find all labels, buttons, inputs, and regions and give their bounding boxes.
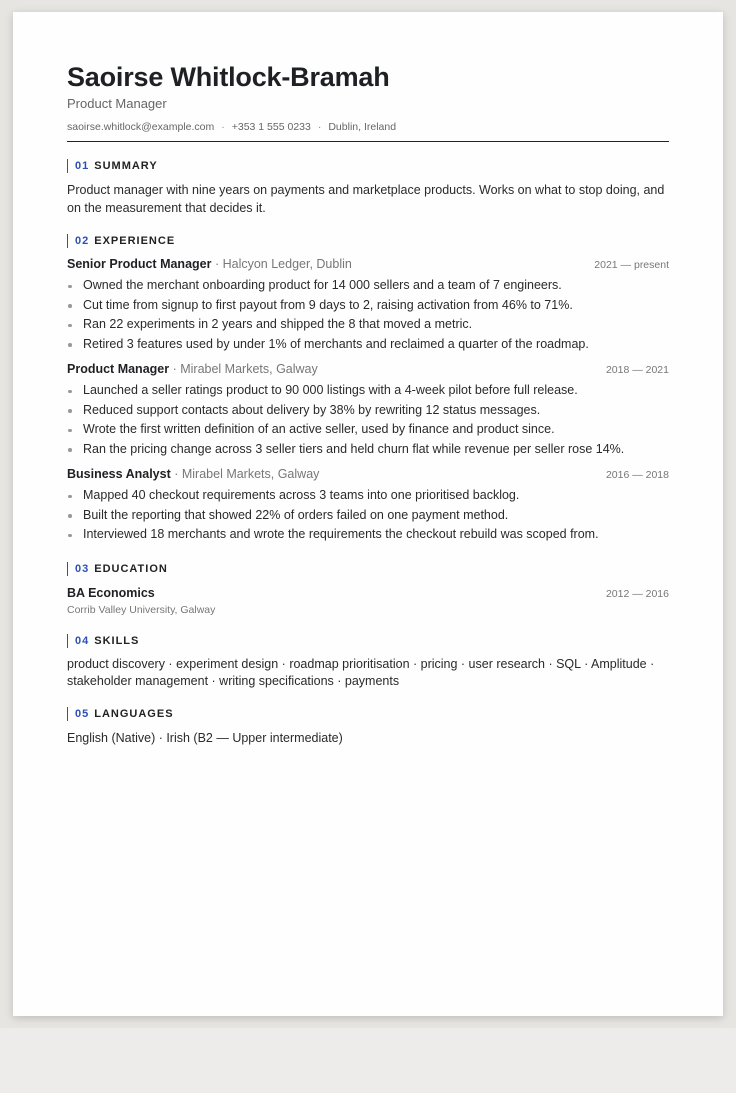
- section-heading: [67, 562, 669, 576]
- section-number: 05: [75, 707, 90, 720]
- job-organisation: · Mirabel Markets, Galway: [170, 467, 320, 481]
- list-item: Launched a seller ratings product to 90 000 listings with a 4-week pilot before full release.: [67, 381, 669, 401]
- list-item: Ran the pricing change across 3 seller tiers and held churn flat while revenue per seller rose 14%.: [67, 440, 669, 460]
- contact-line: [67, 120, 669, 142]
- job-organisation: · Mirabel Markets, Galway: [169, 362, 318, 376]
- education-dates: 2012 — 2016: [605, 587, 669, 600]
- list-item: Cut time from signup to first payout from 9 days to 2, raising activation from 46% to 71%.: [67, 296, 669, 316]
- list-item: Built the reporting that showed 22% of orders failed on one payment method.: [67, 506, 669, 526]
- job-header: [67, 465, 669, 484]
- list-item: Owned the merchant onboarding product for 14 000 sellers and a team of 7 engineers.: [67, 276, 669, 296]
- job-bullets: [67, 381, 669, 459]
- contact-separator: ·: [317, 121, 322, 133]
- job-dates: 2016 — 2018: [605, 469, 669, 481]
- section-number: 01: [75, 160, 90, 172]
- section-number: 04: [75, 634, 90, 647]
- section-heading: [67, 634, 669, 648]
- list-item: Interviewed 18 merchants and wrote the requirements the checkout rebuild was scoped from.: [67, 525, 669, 545]
- section-title: LANGUAGES: [94, 707, 174, 720]
- job-entry: [67, 465, 669, 545]
- education-school: Corrib Valley University, Galway: [67, 603, 216, 616]
- skills-text: product discovery · experiment design · roadmap prioritisation · pricing · user research · SQL · Amplitude · stakeholder management · writing specifications · payments: [67, 656, 655, 688]
- list-item: Ran 22 experiments in 2 years and shipped the 8 that moved a metric.: [67, 315, 669, 335]
- section-title: SKILLS: [94, 634, 140, 647]
- job-entry: [67, 255, 669, 354]
- list-item: Wrote the first written definition of an active seller, used by finance and product since.: [67, 420, 669, 440]
- section-heading: [67, 159, 669, 173]
- section-heading: [67, 707, 669, 721]
- contact-phone[interactable]: +353 1 555 0233: [231, 121, 311, 133]
- section-experience: [67, 234, 669, 545]
- job-dates: 2018 — 2021: [605, 364, 669, 376]
- job-bullets: [67, 486, 669, 545]
- job-title: Senior Product Manager: [67, 257, 212, 271]
- section-heading: [67, 234, 669, 248]
- job-organisation: · Halcyon Ledger, Dublin: [211, 257, 352, 271]
- candidate-name: Saoirse Whitlock-Bramah: [67, 62, 390, 92]
- job-bullets: [67, 276, 669, 354]
- education-degree: BA Economics: [67, 585, 155, 600]
- section-number: 02: [75, 235, 90, 247]
- candidate-role: Product Manager: [67, 96, 167, 111]
- contact-location: Dublin, Ireland: [328, 121, 397, 133]
- job-header: [67, 255, 669, 274]
- section-title: SUMMARY: [94, 160, 158, 172]
- job-entry: [67, 360, 669, 459]
- section-skills: [67, 634, 669, 690]
- job-title: Product Manager: [67, 362, 170, 376]
- list-item: Reduced support contacts about delivery by 38% by rewriting 12 status messages.: [67, 401, 669, 421]
- summary-text: Product manager with nine years on payments and marketplace products. Works on what to stop doing, and on the measurement that decides it.: [67, 183, 665, 215]
- section-number: 03: [75, 562, 90, 575]
- job-title: Business Analyst: [67, 467, 171, 481]
- section-summary: [67, 159, 669, 217]
- section-title: EDUCATION: [94, 562, 168, 575]
- education-header: [67, 584, 669, 603]
- section-languages: [67, 707, 669, 747]
- contact-email[interactable]: saoirse.whitlock@example.com: [67, 121, 215, 133]
- viewer-background: [0, 1028, 736, 1093]
- resume-page: [13, 12, 723, 1016]
- languages-text: English (Native) · Irish (B2 — Upper intermediate): [67, 730, 343, 745]
- list-item: Mapped 40 checkout requirements across 3 teams into one prioritised backlog.: [67, 486, 669, 506]
- section-education: [67, 562, 669, 617]
- contact-separator: ·: [221, 121, 225, 133]
- job-dates: 2021 — present: [594, 259, 669, 271]
- section-title: EXPERIENCE: [94, 235, 176, 247]
- list-item: Retired 3 features used by under 1% of merchants and reclaimed a quarter of the roadmap.: [67, 335, 669, 355]
- job-header: [67, 360, 669, 379]
